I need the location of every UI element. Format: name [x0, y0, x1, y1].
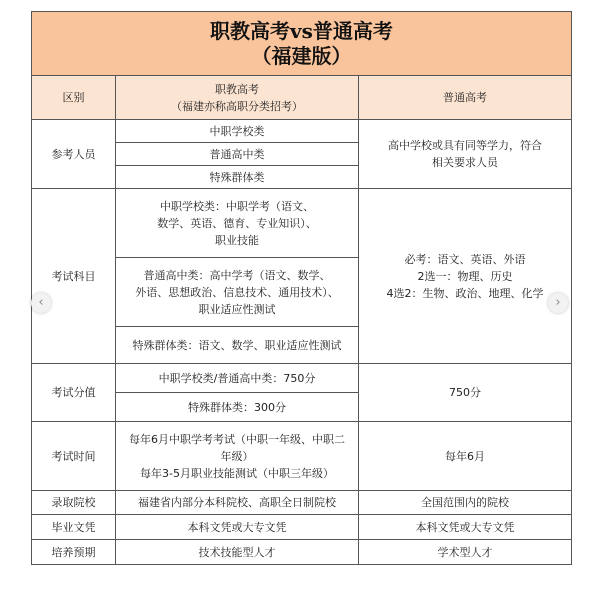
- participants-vocational-2: 普通高中类: [116, 143, 359, 166]
- table-row: [32, 515, 572, 540]
- subjects-vocational-1-line: 中职学校类：中职学考（语文、: [160, 199, 314, 213]
- training-general: 学术型人才: [359, 540, 572, 565]
- admission-vocational: 福建省内部分本科院校、高职全日制院校: [116, 491, 359, 515]
- participants-general-line-2: 相关要求人员: [432, 156, 498, 169]
- subjects-vocational-1-line: 数学、英语、德育、专业知识）、: [157, 216, 317, 230]
- table-row: [32, 189, 572, 258]
- row-label-diploma: 毕业文凭: [32, 515, 116, 540]
- subjects-vocational-2-line: 外语、思想政治、信息技术、通用技术）、: [135, 285, 339, 299]
- subjects-vocational-2-line: 普通高中类：高中学考（语文、数学、: [143, 268, 331, 282]
- table-row: [32, 120, 572, 143]
- scores-general: 750分: [359, 364, 572, 422]
- subjects-general: [359, 189, 572, 364]
- subjects-vocational-1-line: 职业技能: [215, 233, 259, 247]
- diploma-general: 本科文凭或大专文凭: [359, 515, 572, 540]
- table-row: [32, 422, 572, 491]
- time-vocational-line: 每年6月中职学考考试（中职一年级、中职二: [129, 432, 345, 446]
- row-label-training: 培养预期: [32, 540, 116, 565]
- header-vocational-title: 职教高考: [215, 82, 259, 96]
- participants-vocational-1: 中职学校类: [116, 120, 359, 143]
- scores-vocational-2: 特殊群体类：300分: [116, 393, 359, 422]
- training-vocational: 技术技能型人才: [116, 540, 359, 565]
- row-label-time: 考试时间: [32, 422, 116, 491]
- next-slide-button[interactable]: [548, 293, 568, 313]
- chevron-right-icon: ›: [555, 295, 561, 310]
- subjects-general-line: 必考：语文、英语、外语: [404, 252, 526, 266]
- header-vocational-subtitle: （福建亦称高职分类招考）: [171, 99, 303, 113]
- admission-general: 全国范围内的院校: [359, 491, 572, 515]
- participants-vocational-3: 特殊群体类: [116, 166, 359, 189]
- table-row: [32, 364, 572, 393]
- time-vocational-line: 年级）: [220, 449, 254, 463]
- subjects-general-line: 4选2：生物、政治、地理、化学: [386, 286, 544, 300]
- time-general: 每年6月: [359, 422, 572, 491]
- table-title: [32, 12, 572, 76]
- subjects-vocational-3: 特殊群体类：语文、数学、职业适应性测试: [116, 327, 359, 364]
- row-label-participants: 参考人员: [32, 120, 116, 189]
- subjects-vocational-2: [116, 258, 359, 327]
- chevron-left-icon: ‹: [38, 295, 44, 310]
- time-vocational-line: 每年3-5月职业技能测试（中职三年级）: [140, 466, 334, 480]
- row-label-subjects: 考试科目: [32, 189, 116, 364]
- table-row: [32, 491, 572, 515]
- table-row: [32, 540, 572, 565]
- subjects-general-line: 2选一：物理、历史: [417, 269, 513, 283]
- comparison-table-container: [31, 11, 571, 565]
- participants-general: [359, 120, 572, 189]
- row-label-scores: 考试分值: [32, 364, 116, 422]
- participants-general-line-1: 高中学校或具有同等学力，符合: [388, 139, 542, 152]
- subjects-vocational-1: [116, 189, 359, 258]
- row-label-admission: 录取院校: [32, 491, 116, 515]
- header-row: [32, 76, 572, 120]
- title-line-2: （福建版）: [251, 43, 352, 68]
- header-category: 区别: [32, 76, 116, 120]
- diploma-vocational: 本科文凭或大专文凭: [116, 515, 359, 540]
- subjects-vocational-2-line: 职业适应性测试: [198, 302, 276, 316]
- prev-slide-button[interactable]: [31, 293, 51, 313]
- comparison-table: [31, 11, 572, 565]
- title-line-1: 职教高考vs普通高考: [210, 18, 393, 43]
- time-vocational: [116, 422, 359, 491]
- header-general: 普通高考: [359, 76, 572, 120]
- scores-vocational-1: 中职学校类/普通高中类：750分: [116, 364, 359, 393]
- header-vocational: [116, 76, 359, 120]
